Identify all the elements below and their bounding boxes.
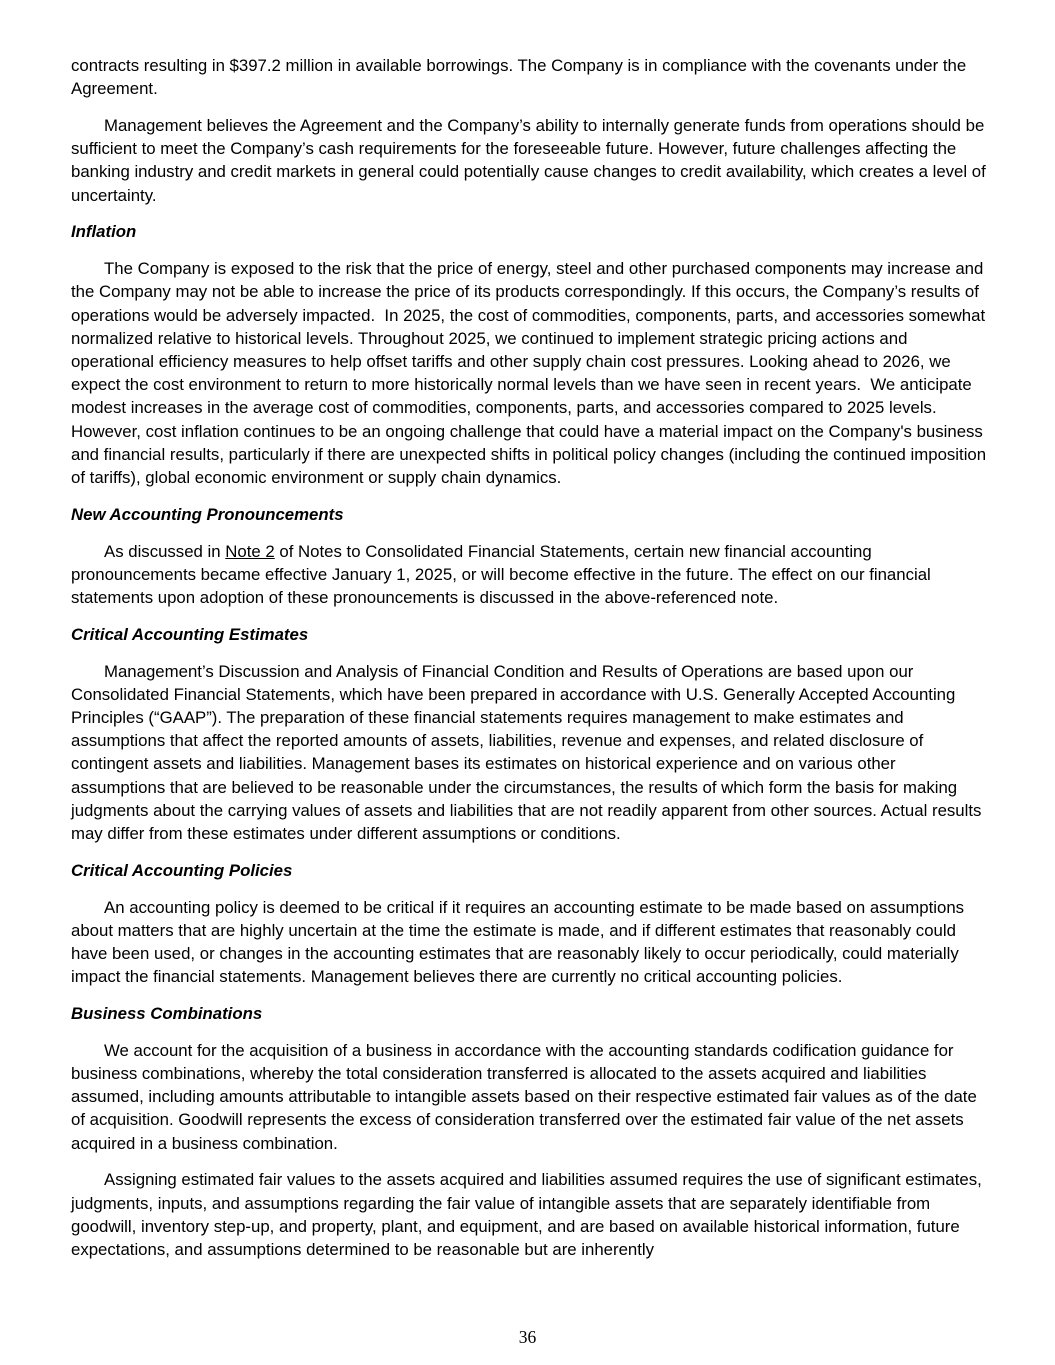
paragraph-business-combinations-1: We account for the acquisition of a business in accordance with the accounting standards codification guidance for business combinations, whereby the total consideration transferred is allocated to the assets acquired and liabilities assumed, including amounts attributable to intangible assets based on their respective estimated fair values as of the date of acquisition. Goodwill represents the excess of consideration transferred over the estimated fair value of the net assets acquired in a business combination. bbox=[71, 1040, 982, 1153]
note-2-link[interactable]: Note 2 bbox=[225, 541, 275, 561]
page-number: 36 bbox=[518, 1327, 537, 1347]
page-content bbox=[71, 54, 991, 1275]
heading-business-combinations: Business Combinations bbox=[71, 1004, 263, 1024]
heading-inflation: Inflation bbox=[71, 222, 137, 242]
pronouncements-text-before-link: As discussed in bbox=[104, 541, 226, 561]
heading-new-accounting-pronouncements: New Accounting Pronouncements bbox=[71, 504, 344, 524]
heading-critical-accounting-policies: Critical Accounting Policies bbox=[71, 860, 293, 880]
pronouncements-text-after-link: of Notes to Consolidated Financial Statements, certain new financial accounting pronouncements became effective January 1, 2025, or will become effective in the future. The effect on our financial statements upon adoption of these pronouncements is discussed in the above-referenced note. bbox=[71, 541, 936, 608]
paragraph-critical-accounting-policies: An accounting policy is deemed to be critical if it requires an accounting estimate to be made based on assumptions about matters that are highly uncertain at the time the estimate is made, and if different estimates that reasonably could have been used, or changes in the accounting estimates that are reasonably likely to occur periodically, could materially impact the financial statements. Management believes there are currently no critical accounting policies. bbox=[71, 897, 969, 987]
heading-critical-accounting-estimates: Critical Accounting Estimates bbox=[71, 624, 309, 644]
paragraph-available-borrowings: contracts resulting in $397.2 million in available borrowings. The Company is in compliance with the covenants under the Agreement. bbox=[71, 56, 970, 99]
paragraph-management-believes: Management believes the Agreement and the Company’s ability to internally generate funds from operations should be sufficient to meet the Company’s cash requirements for the foreseeable future. However, future challenges affecting the banking industry and credit markets in general could potentially cause changes to credit availability, which creates a level of uncertainty. bbox=[71, 116, 991, 205]
paragraph-new-accounting-pronouncements bbox=[71, 540, 987, 610]
page-footer bbox=[0, 1326, 1055, 1348]
paragraph-inflation: The Company is exposed to the risk that the price of energy, steel and other purchased components may increase and the Company may not be able to increase the price of its products correspondingly. If this occurs, the Company’s results of operations would be adversely impacted. In 2025, the cost of commodities, components, parts, and accessories somewhat normalized relative to historical levels. Throughout 2025, we continued to implement strategic pricing actions and operational efficiency measures to help offset tariffs and other supply chain cost pressures. Looking ahead to 2026, we expect the cost environment to return to more historically normal levels than we have seen in recent years. We anticipate modest increases in the average cost of commodities, components, parts, and accessories compared to 2025 levels. However, cost inflation continues to be an ongoing challenge that could have a material impact on the Company's business and financial results, particularly if there are unexpected shifts in political policy changes (including the continued imposition of tariffs), global economic environment or supply chain dynamics. bbox=[71, 259, 991, 488]
paragraph-business-combinations-2: Assigning estimated fair values to the assets acquired and liabilities assumed requires the use of significant estimates, judgments, inputs, and assumptions regarding the fair value of intangible assets that are separately identifiable from goodwill, inventory step-up, and property, plant, and equipment, and are based on available historical information, future expectations, and assumptions determined to be reasonable but are inherently bbox=[71, 1170, 987, 1260]
paragraph-critical-accounting-estimates: Management’s Discussion and Analysis of Financial Condition and Results of Operations are based upon our Consolidated Financial Statements, which have been prepared in accordance with U.S. Generally Accepted Accounting Principles (“GAAP”). The preparation of these financial statements requires management to make estimates and assumptions that affect the reported amounts of assets, liabilities, revenue and expenses, and related disclosure of contingent assets and liabilities. Management bases its estimates on historical experience and on various other assumptions that are believed to be reasonable under the circumstances, the results of which form the basis for making judgments about the carrying values of assets and liabilities that are not readily apparent from other sources. Actual results may differ from these estimates under different assumptions or conditions. bbox=[71, 661, 987, 844]
